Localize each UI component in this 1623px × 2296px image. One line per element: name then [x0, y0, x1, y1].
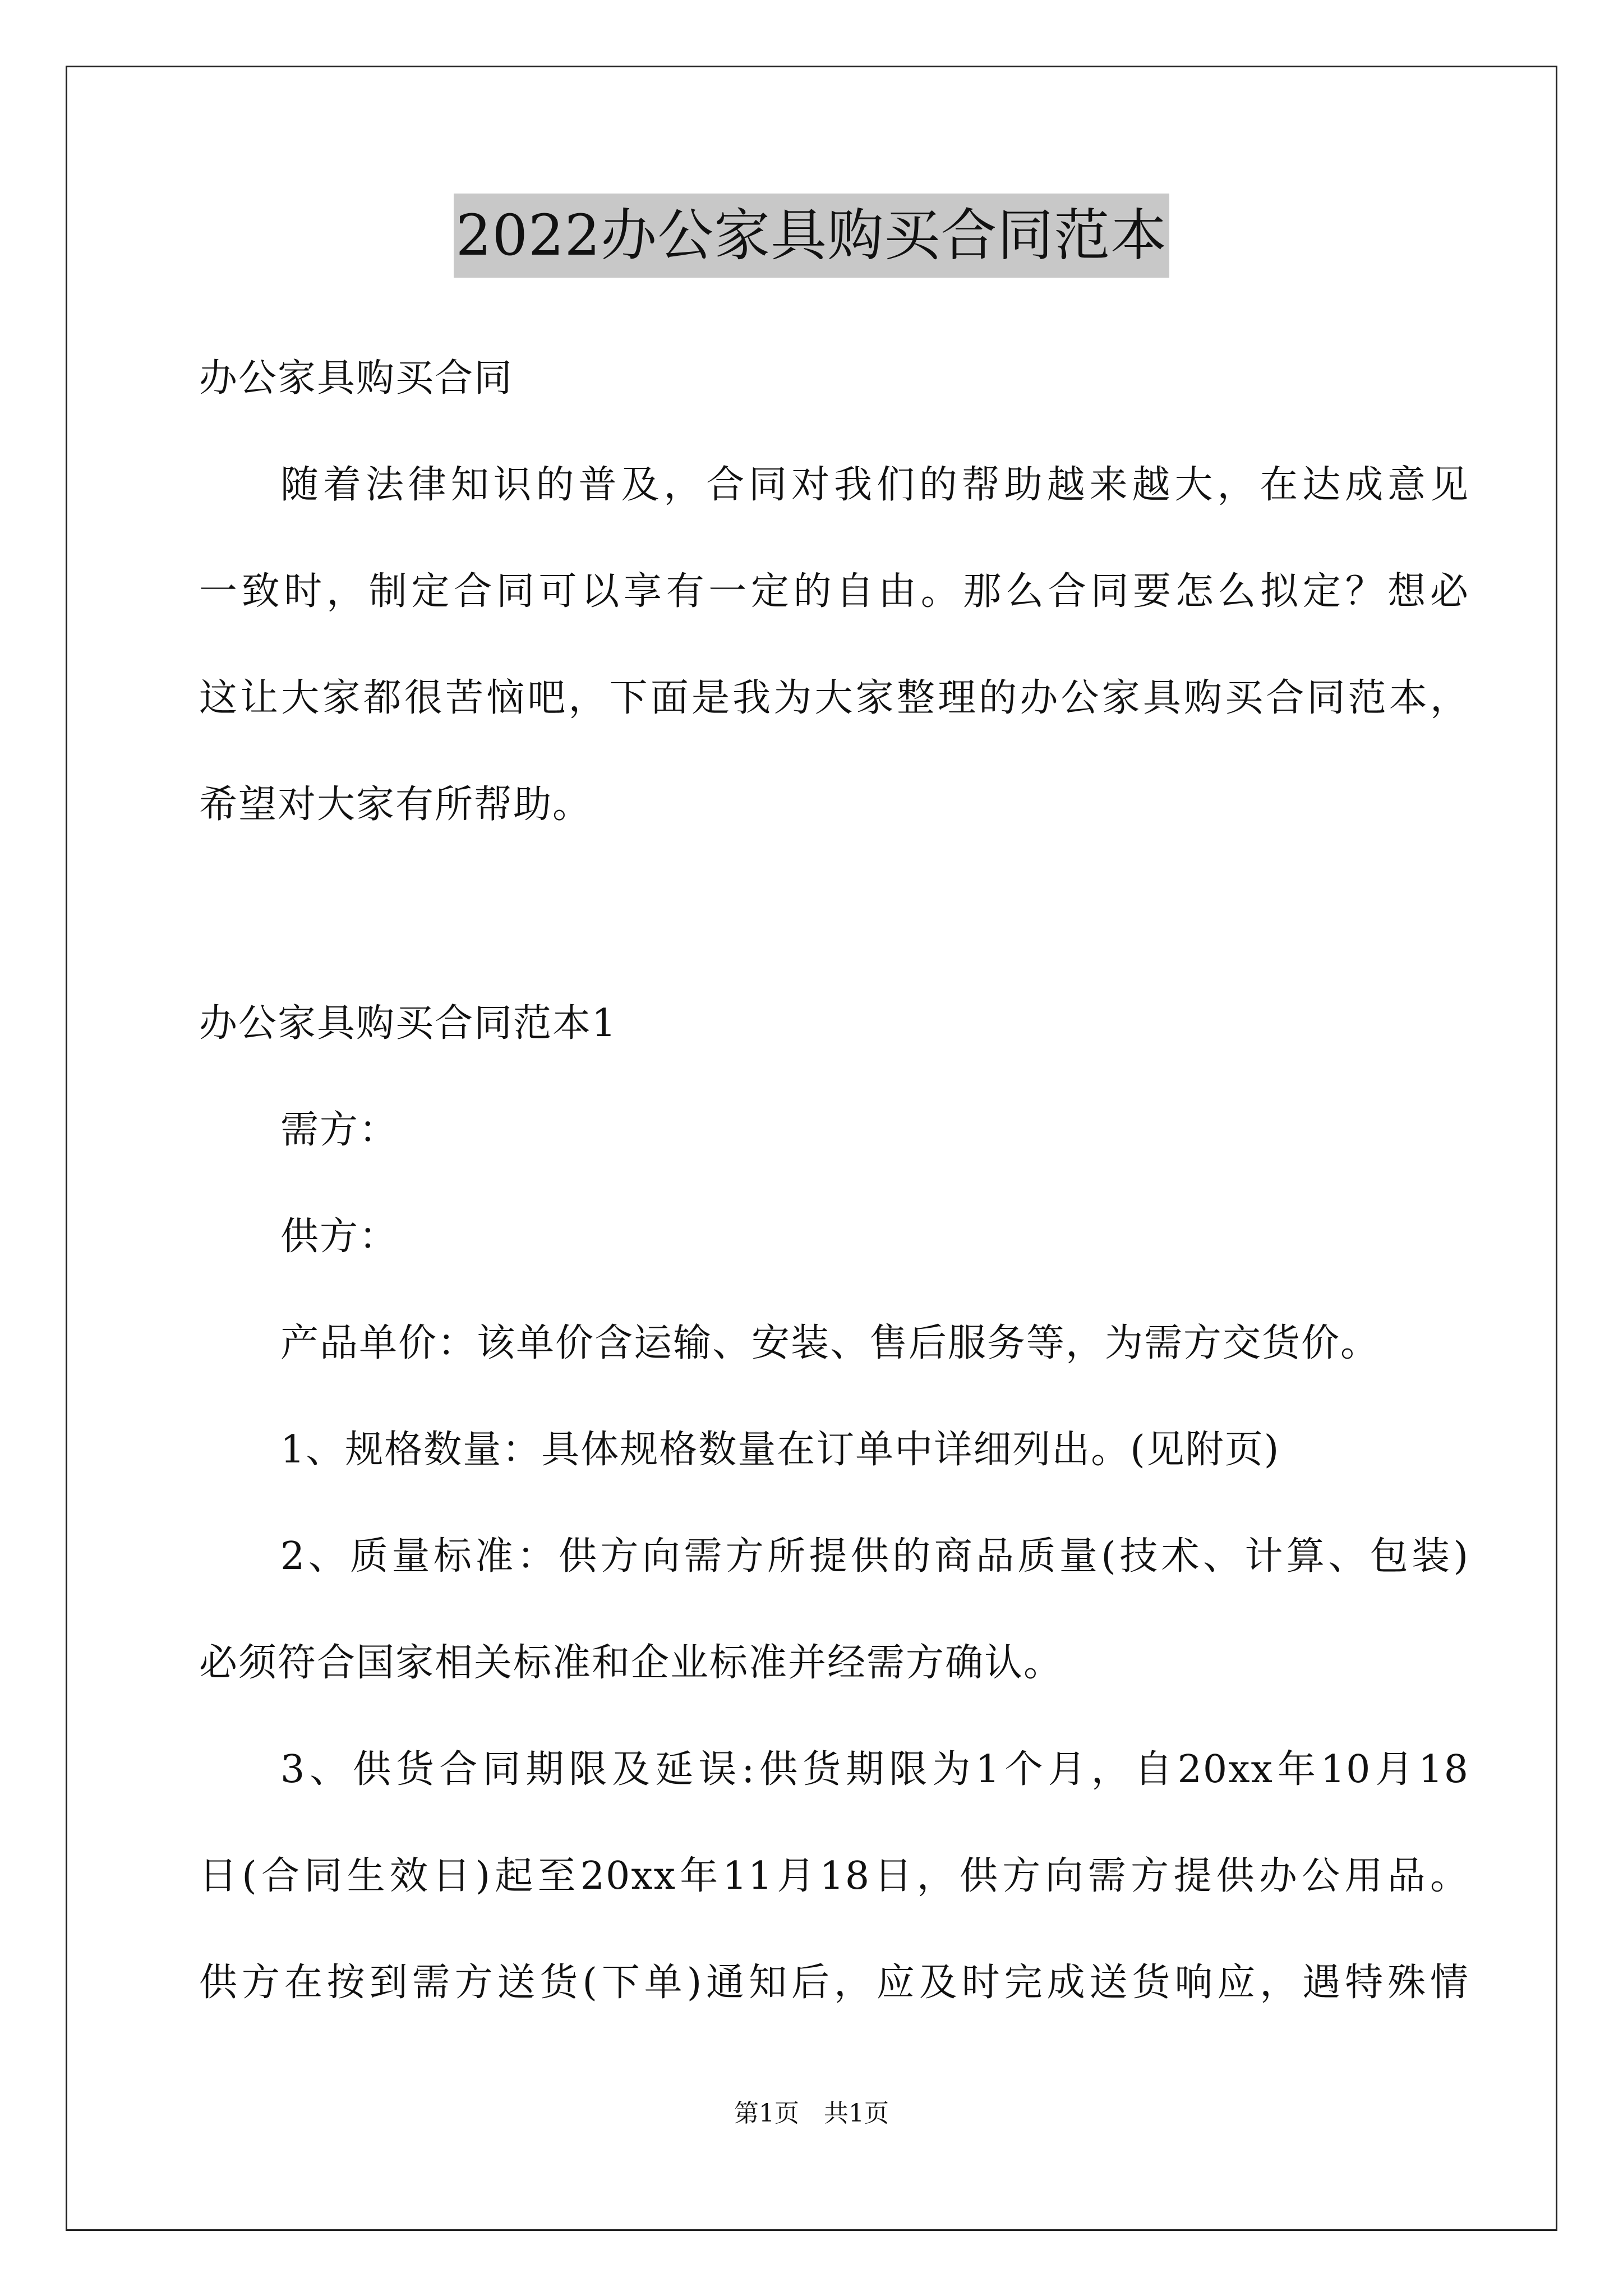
body-line-supply-period: 3、供货合同期限及延误:供货期限为1个月，自20xx年10月18 [280, 1747, 1469, 1792]
intro-line: 随着法律知识的普及，合同对我们的帮助越来越大，在达成意见 [280, 463, 1469, 507]
body-line-unit-price: 产品单价：该单价含运输、安装、售后服务等，为需方交货价。 [280, 1321, 1380, 1365]
body-line: 供方在按到需方送货(下单)通知后，应及时完成送货响应，遇特殊情 [199, 1961, 1469, 2005]
body-line-spec-quantity: 1、规格数量：具体规格数量在订单中详细列出。(见附页) [280, 1428, 1280, 1472]
subtitle: 办公家具购买合同 [199, 356, 514, 401]
page-footer: 第1页 共1页 [734, 2099, 889, 2128]
section-title: 办公家具购买合同范本1 [199, 1001, 617, 1046]
document-title: 2022办公家具购买合同范本 [454, 194, 1170, 278]
body-line-supply-party: 供方： [280, 1214, 399, 1259]
intro-line: 一致时，制定合同可以享有一定的自由。那么合同要怎么拟定？想必 [199, 569, 1469, 614]
body-line-quality: 2、质量标准：供方向需方所提供的商品质量(技术、计算、包装) [280, 1534, 1469, 1579]
body-line: 日(合同生效日)起至20xx年11月18日，供方向需方提供办公用品。 [199, 1854, 1469, 1898]
body-line-demand-party: 需方： [280, 1108, 399, 1152]
intro-line: 希望对大家有所帮助。 [199, 783, 592, 827]
title-block [0, 194, 1623, 278]
body-line: 必须符合国家相关标准和企业标准并经需方确认。 [199, 1641, 1063, 1685]
intro-line: 这让大家都很苦恼吧，下面是我为大家整理的办公家具购买合同范本， [199, 676, 1469, 720]
